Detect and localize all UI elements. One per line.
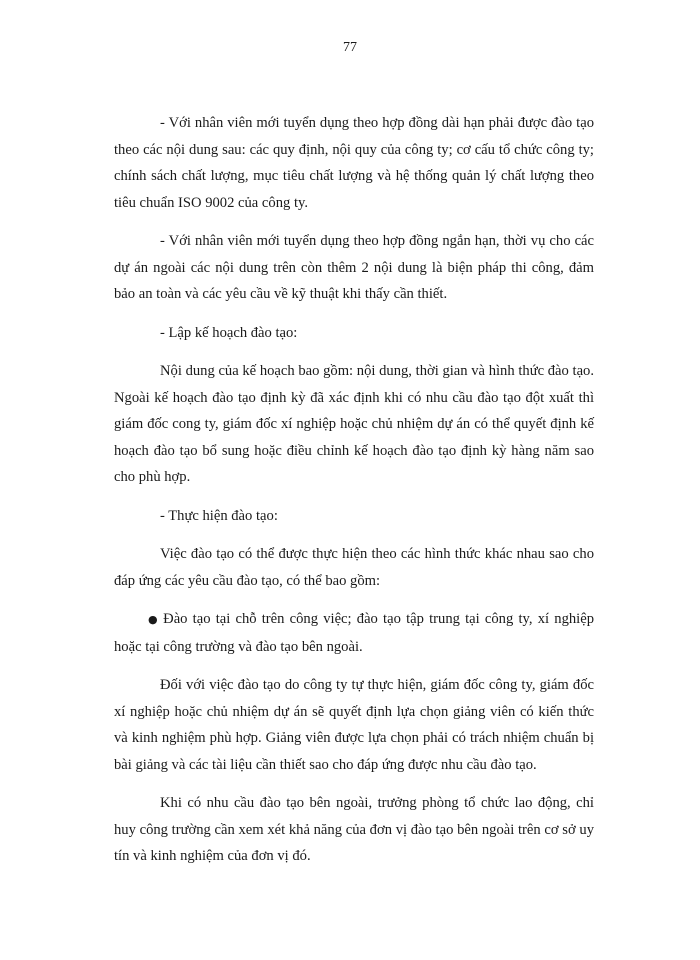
body-text xyxy=(114,110,594,882)
paragraph-short-term-staff: - Với nhân viên mới tuyển dụng theo hợp đồng ngắn hạn, thời vụ cho các dự án ngoài các nội dung trên còn thêm 2 nội dung là biện pháp thi công, đảm bảo an toàn và các yêu cầu về kỹ thuật khi thấy cần thiết. xyxy=(114,233,594,302)
heading-training-execution: - Thực hiện đào tạo: xyxy=(160,507,278,524)
paragraph-training-forms: Việc đào tạo có thể được thực hiện theo các hình thức khác nhau sao cho đáp ứng các yêu cầu đào tạo, có thể bao gồm: xyxy=(114,546,594,589)
paragraph-external-training: Khi có nhu cầu đào tạo bên ngoài, trưởng phòng tổ chức lao động, chỉ huy công trường cần xem xét khả năng của đơn vị đào tạo bên ngoài trên cơ sở uy tín và kinh nghiệm của đơn vị đó. xyxy=(114,795,594,864)
bullet-icon: ● xyxy=(148,613,160,626)
paragraph-plan-content: Nội dung của kế hoạch bao gồm: nội dung, thời gian và hình thức đào tạo. Ngoài kế hoạch đào tạo định kỳ đã xác định khi có nhu cầu đào tạo đột xuất thì giám đốc cong ty, giám đốc xí nghiệp hoặc chủ nhiệm dự án có thể quyết định kế hoạch đào tạo bổ sung hoặc điều chỉnh kế hoạch đào tạo định kỳ hàng năm sao cho phù hợp. xyxy=(114,363,594,485)
paragraph-long-term-staff: - Với nhân viên mới tuyển dụng theo hợp đồng dài hạn phải được đào tạo theo các nội dung sau: các quy định, nội quy của công ty; cơ cấu tổ chức công ty; chính sách chất lượng, mục tiêu chất lượng và hệ thống quản lý chất lượng theo tiêu chuẩn ISO 9002 của công ty. xyxy=(114,115,594,211)
paragraph-internal-training: Đối với việc đào tạo do công ty tự thực hiện, giám đốc công ty, giám đốc xí nghiệp hoặc chủ nhiệm dự án sẽ quyết định lựa chọn giảng viên có kiến thức và kinh nghiệm phù hợp. Giảng viên được lựa chọn phải có trách nhiệm chuẩn bị bài giảng và các tài liệu cần thiết sao cho đáp ứng được nhu cầu đào tạo. xyxy=(114,677,594,773)
bullet-text: Đào tạo tại chỗ trên công việc; đào tạo tập trung tại công ty, xí nghiệp hoặc tại công trường và đào tạo bên ngoài. xyxy=(114,611,594,655)
bullet-item xyxy=(114,606,594,660)
page-number: 77 xyxy=(343,40,357,55)
heading-training-plan: - Lập kế hoạch đào tạo: xyxy=(160,324,298,341)
